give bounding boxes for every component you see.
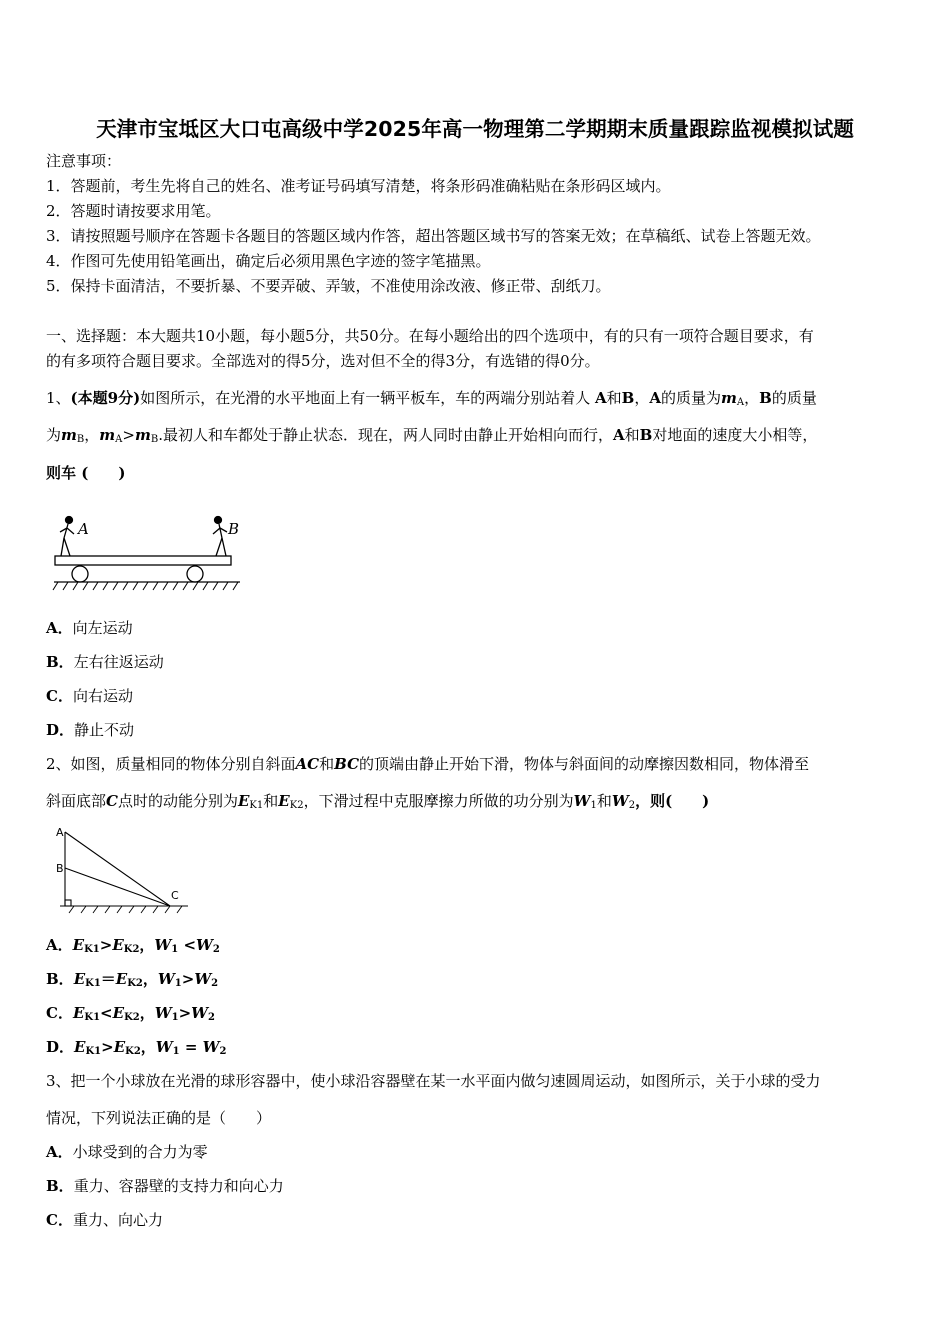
section-intro-line-2: 的有多项符合题目要求。全部选对的得5分，选对但不全的得3分，有选错的得0分。 — [46, 352, 600, 370]
q1-var-a: A — [649, 389, 661, 407]
option-letter: B． — [46, 653, 74, 671]
option-letter: B． — [46, 1177, 74, 1195]
ground-hatching — [69, 906, 182, 913]
slope-bc — [65, 868, 170, 906]
q2-sub-k2: K2 — [123, 944, 140, 955]
q2-sub-k1: K1 — [85, 978, 101, 989]
q2-work-symbol: W — [196, 936, 213, 954]
q2-work-symbol: W — [202, 1038, 220, 1056]
q2-sub-k1: K1 — [249, 800, 264, 811]
q1-line-1 — [46, 387, 817, 409]
option-letter: A． — [46, 1143, 73, 1161]
q1-mass-symbol: m — [61, 426, 77, 444]
q2-sub-1: 1 — [171, 944, 179, 955]
option-relation: > — [99, 936, 113, 954]
q2-sub-2: 2 — [628, 800, 636, 811]
option-relation: < — [178, 936, 197, 954]
option-letter: A． — [46, 936, 73, 954]
q1-mass-symbol: m — [99, 426, 116, 444]
option-letter: A． — [46, 619, 73, 637]
q2-sub-k1: K1 — [84, 1012, 101, 1023]
q2-option-c — [46, 1002, 215, 1024]
q1-mass-symbol: m — [721, 389, 737, 407]
q2-sub-1: 1 — [590, 800, 597, 811]
option-letter: B． — [46, 970, 74, 988]
q3-option-a — [46, 1141, 208, 1163]
option-letter: C． — [46, 1211, 73, 1229]
q2-energy-symbol: E — [113, 1038, 126, 1056]
fig-point-a: A — [56, 826, 64, 839]
notice-item-5: 5．保持卡面清洁，不要折暴、不要弄破、弄皱，不准使用涂改液、修正带、刮纸刀。 — [46, 277, 611, 295]
q2-energy-symbol: E — [237, 792, 250, 810]
q3-option-b — [46, 1175, 284, 1197]
q2-energy-symbol: E — [112, 1004, 125, 1022]
notice-item-4: 4．作图可先使用铅笔画出，确定后必须用黑色字迹的签字笔描黑。 — [46, 252, 491, 270]
q2-sub-k2: K2 — [124, 1012, 140, 1023]
q1-and: 和 — [624, 426, 640, 444]
q2-sub-1: 1 — [174, 978, 182, 989]
q2-work-symbol: W — [154, 936, 172, 954]
option-relation: > — [181, 970, 195, 988]
q2-sub-k2: K2 — [125, 1046, 141, 1057]
q2-work-symbol: W — [194, 970, 212, 988]
option-separator: ， — [139, 1004, 155, 1022]
q1-sub-b: B — [150, 434, 159, 445]
option-text: 重力、容器壁的支持力和向心力 — [73, 1177, 284, 1195]
cart-wheel-left — [72, 566, 88, 582]
q2-incline-figure — [50, 824, 195, 916]
q1-option-c — [46, 685, 133, 707]
q3-option-c — [46, 1209, 163, 1231]
option-letter: C． — [46, 687, 73, 705]
option-text: 向左运动 — [72, 619, 133, 637]
q1-text: .最初人和车都处于静止状态．现在，两人同时由静止开始相向而行， — [158, 426, 613, 444]
q1-sub-a: A — [115, 434, 123, 445]
q1-option-b — [46, 651, 164, 673]
q1-sub-a: A — [736, 397, 745, 408]
q1-comma: ， — [634, 389, 650, 407]
q2-energy-symbol: E — [112, 936, 124, 954]
q2-line-2 — [46, 790, 709, 812]
q2-and: 和 — [596, 792, 612, 810]
q2-sub-2: 2 — [212, 944, 220, 955]
q2-work-symbol: W — [157, 970, 175, 988]
fig-label-b: B — [228, 520, 240, 538]
q1-line-3: 则车 ( ) — [46, 464, 126, 482]
q1-number: 1、 — [46, 389, 71, 407]
q1-and: 和 — [606, 389, 622, 407]
q1-option-d — [46, 719, 134, 741]
q1-score-tag: (本题9分) — [70, 389, 141, 407]
option-letter: D． — [46, 1038, 75, 1056]
fig-label-a: A — [78, 520, 89, 538]
q2-energy-symbol: E — [115, 970, 128, 988]
q2-sub-2: 2 — [208, 1012, 215, 1023]
q2-work-symbol: W — [611, 792, 629, 810]
q1-text: 为 — [46, 426, 62, 444]
q2-sub-k2: K2 — [289, 800, 304, 811]
q1-text: 如图所示，在光滑的水平地面上有一辆平板车，车的两端分别站着人 — [140, 389, 591, 407]
option-text: 左右往返运动 — [73, 653, 164, 671]
option-letter: C． — [46, 1004, 73, 1022]
q3-line-1: 3、把一个小球放在光滑的球形容器中，使小球沿容器壁在某一水平面内做匀速圆周运动，如图所示，关于小球的受力 — [46, 1072, 821, 1090]
q2-work-symbol: W — [154, 1004, 172, 1022]
q1-line-2 — [46, 424, 817, 446]
q2-sub-k2: K2 — [127, 978, 143, 989]
option-text: 静止不动 — [74, 721, 135, 739]
q1-gt: > — [122, 426, 135, 444]
q1-var-b: B — [621, 389, 635, 407]
q1-cart-figure — [50, 510, 245, 598]
option-letter: D． — [46, 721, 75, 739]
notice-item-2: 2．答题时请按要求用笔。 — [46, 202, 221, 220]
option-relation: = — [179, 1038, 203, 1056]
q2-sub-1: 1 — [171, 1012, 179, 1023]
q2-energy-symbol: E — [73, 970, 86, 988]
q2-sub-2: 2 — [211, 978, 219, 989]
q2-option-d — [46, 1036, 226, 1058]
q2-text: 2、如图，质量相同的物体分别自斜面 — [46, 755, 296, 773]
q2-sub-k1: K1 — [85, 1046, 102, 1057]
q2-work-symbol: W — [191, 1004, 208, 1022]
section-intro-line-1: 一、选择题：本大题共10小题，每小题5分，共50分。在每小题给出的四个选项中，有的只有一项符合题目要求，有 — [46, 327, 814, 345]
person-a-figure — [60, 517, 74, 557]
q1-comma: ， — [84, 426, 100, 444]
q2-energy-symbol: E — [278, 792, 290, 810]
q1-text: 对地面的速度大小相等， — [652, 426, 818, 444]
q1-mass-symbol: m — [134, 426, 151, 444]
option-text: 小球受到的合力为零 — [72, 1143, 208, 1161]
option-separator: ， — [140, 1038, 156, 1056]
q1-text: 的质量 — [771, 389, 817, 407]
notice-heading: 注意事项： — [46, 152, 122, 170]
q2-slope-ac: AC — [295, 755, 320, 773]
q1-var-b: B — [639, 426, 653, 444]
q1-var-b: B — [759, 389, 772, 407]
q2-text: 的顶端由静止开始下滑，物体与斜面间的动摩擦因数相同，物体滑至 — [359, 755, 810, 773]
slope-ac — [65, 832, 170, 906]
q2-energy-symbol: E — [72, 936, 85, 954]
notice-item-1: 1．答题前，考生先将自己的姓名、准考证号码填写清楚，将条形码准确粘贴在条形码区域内。 — [46, 177, 671, 195]
fig-point-c: C — [171, 889, 179, 902]
person-b-figure — [213, 517, 227, 557]
q2-and: 和 — [263, 792, 279, 810]
q1-sub-b: B — [76, 434, 85, 445]
q2-slope-bc: BC — [334, 755, 360, 773]
q2-work-symbol: W — [155, 1038, 173, 1056]
notice-item-3: 3．请按照题号顺序在答题卡各题目的答题区域内作答，超出答题区域书写的答案无效；在草稿纸、试卷上答题无效。 — [46, 227, 821, 245]
q2-text: 斜面底部 — [46, 792, 107, 810]
option-relation: > — [101, 1038, 114, 1056]
option-relation: ＝ — [100, 970, 116, 988]
option-separator: ， — [139, 936, 155, 954]
ground-hatching — [53, 582, 238, 590]
q2-energy-symbol: E — [74, 1038, 86, 1056]
q2-text: 点时的动能分别为 — [117, 792, 238, 810]
q2-sub-1: 1 — [172, 1046, 180, 1057]
q2-sub-2: 2 — [219, 1046, 227, 1057]
option-text: 重力、向心力 — [72, 1211, 163, 1229]
q1-var-a: A — [612, 426, 625, 444]
option-separator: ， — [142, 970, 158, 988]
q2-text: ，则( ) — [635, 792, 710, 810]
q1-text: 的质量为 — [660, 389, 721, 407]
option-text: 向右运动 — [72, 687, 133, 705]
exam-title: 天津市宝坻区大口屯高级中学2025年高一物理第二学期期末质量跟踪监视模拟试题 — [96, 117, 854, 141]
option-relation: < — [100, 1004, 113, 1022]
q2-point-c: C — [106, 792, 118, 810]
q1-option-a — [46, 617, 133, 639]
q3-line-2: 情况，下列说法正确的是（ ） — [46, 1109, 272, 1127]
cart-wheel-right — [187, 566, 203, 582]
q2-option-b — [46, 968, 218, 990]
q2-text: ，下滑过程中克服摩擦力所做的功分别为 — [303, 792, 574, 810]
q2-work-symbol: W — [573, 792, 591, 810]
right-angle-mark — [65, 900, 71, 906]
q2-and: 和 — [319, 755, 335, 773]
q2-sub-k1: K1 — [84, 944, 100, 955]
q2-option-a — [46, 934, 220, 956]
fig-point-b: B — [56, 862, 64, 875]
q1-comma: ， — [744, 389, 760, 407]
q2-energy-symbol: E — [72, 1004, 85, 1022]
option-relation: > — [178, 1004, 192, 1022]
q1-var-a: A — [594, 389, 607, 407]
q2-line-1 — [46, 753, 809, 775]
cart-platform — [55, 556, 231, 565]
